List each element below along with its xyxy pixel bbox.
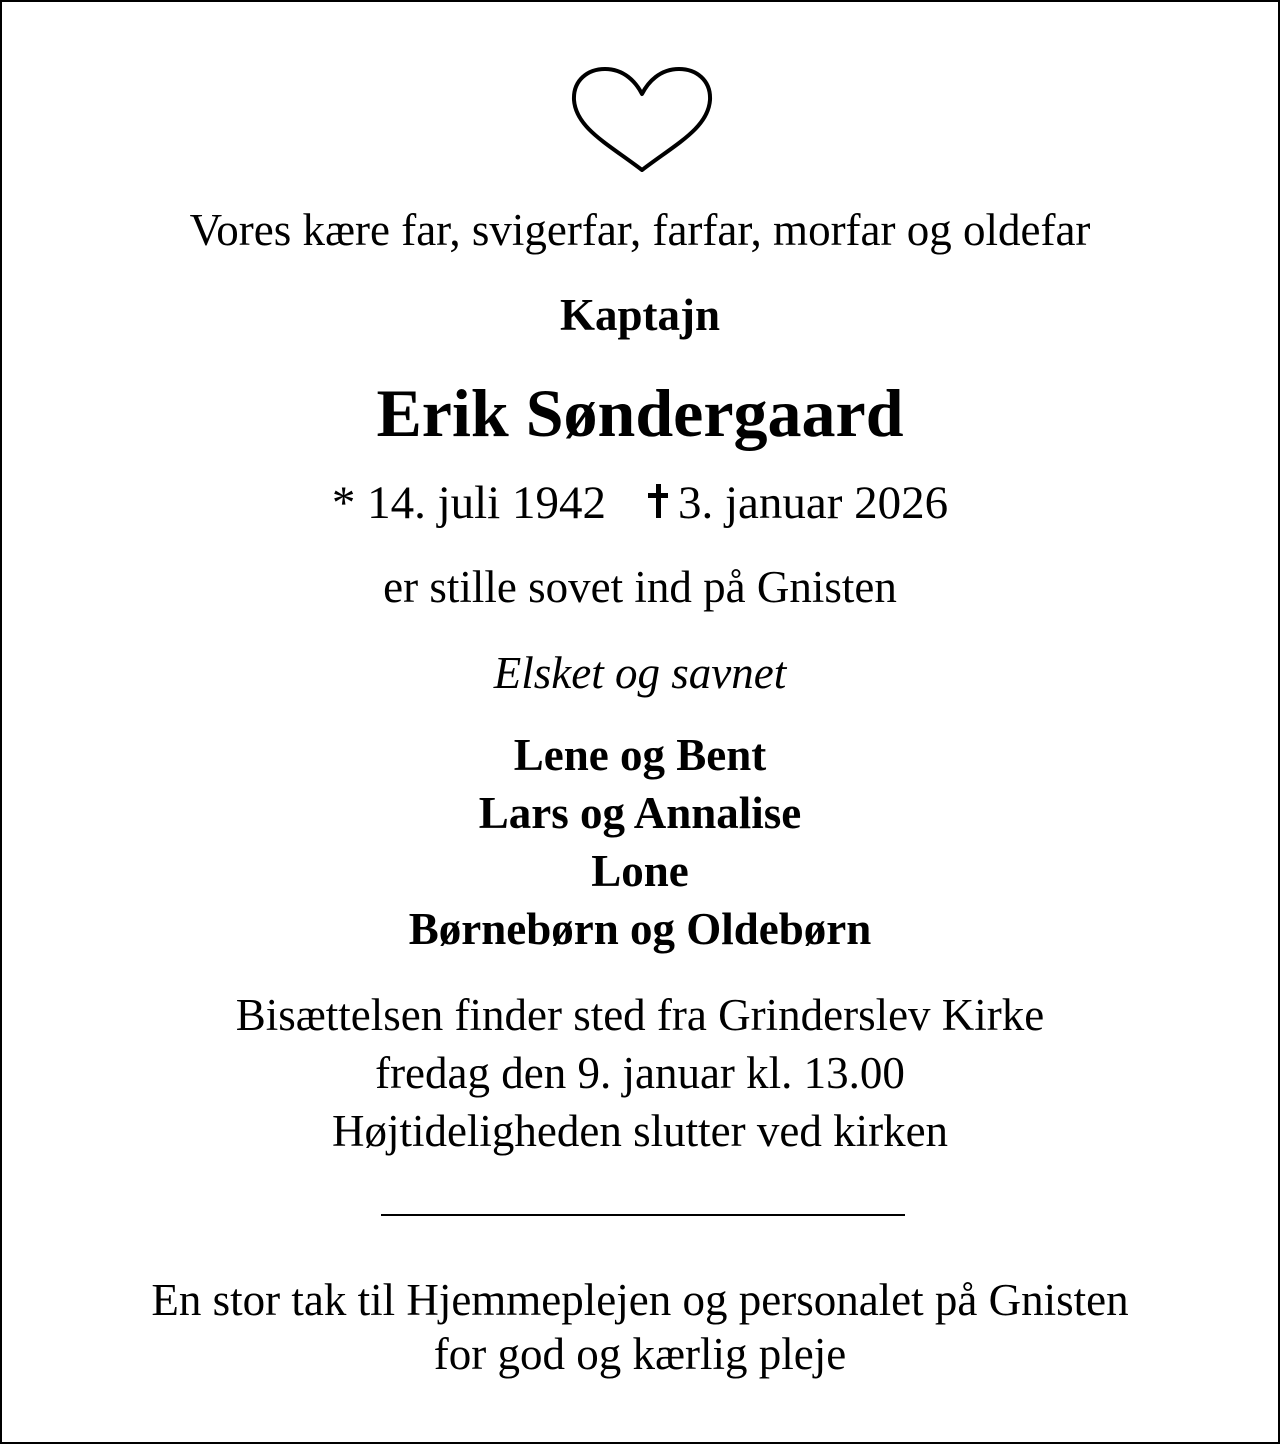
family-member: Lene og Bent [513, 730, 767, 780]
thanks-line: for god og kærlig pleje [433, 1329, 847, 1379]
death-date: 3. januar 2026 [678, 477, 949, 529]
family-member: Børnebørn og Oldebørn [408, 904, 872, 954]
funeral-line: Højtideligheden slutter ved kirken [331, 1106, 949, 1156]
divider [381, 1214, 905, 1216]
family-member: Lone [591, 846, 689, 896]
deceased-name: Erik Søndergaard [376, 375, 904, 451]
deceased-title: Kaptajn [559, 290, 721, 340]
family-member: Lars og Annalise [478, 788, 802, 838]
funeral-line: fredag den 9. januar kl. 13.00 [375, 1048, 905, 1098]
intro-text: Vores kære far, svigerfar, farfar, morfar og oldefar [189, 205, 1091, 255]
birth-symbol: * [331, 477, 356, 529]
loved-and-missed: Elsket og savnet [493, 648, 787, 698]
birth-date: 14. juli 1942 [367, 477, 606, 529]
life-dates [2, 477, 1278, 529]
funeral-line: Bisættelsen finder sted fra Grinderslev Kirke [235, 990, 1045, 1040]
funeral-details [2, 990, 1278, 1167]
thanks-text [2, 1275, 1278, 1386]
family-list [2, 730, 1278, 965]
thanks-line: En stor tak til Hjemmeplejen og personalet på Gnisten [151, 1275, 1129, 1325]
cross-icon [648, 484, 668, 518]
passing-statement: er stille sovet ind på Gnisten [383, 562, 897, 612]
heart-icon [568, 66, 716, 174]
